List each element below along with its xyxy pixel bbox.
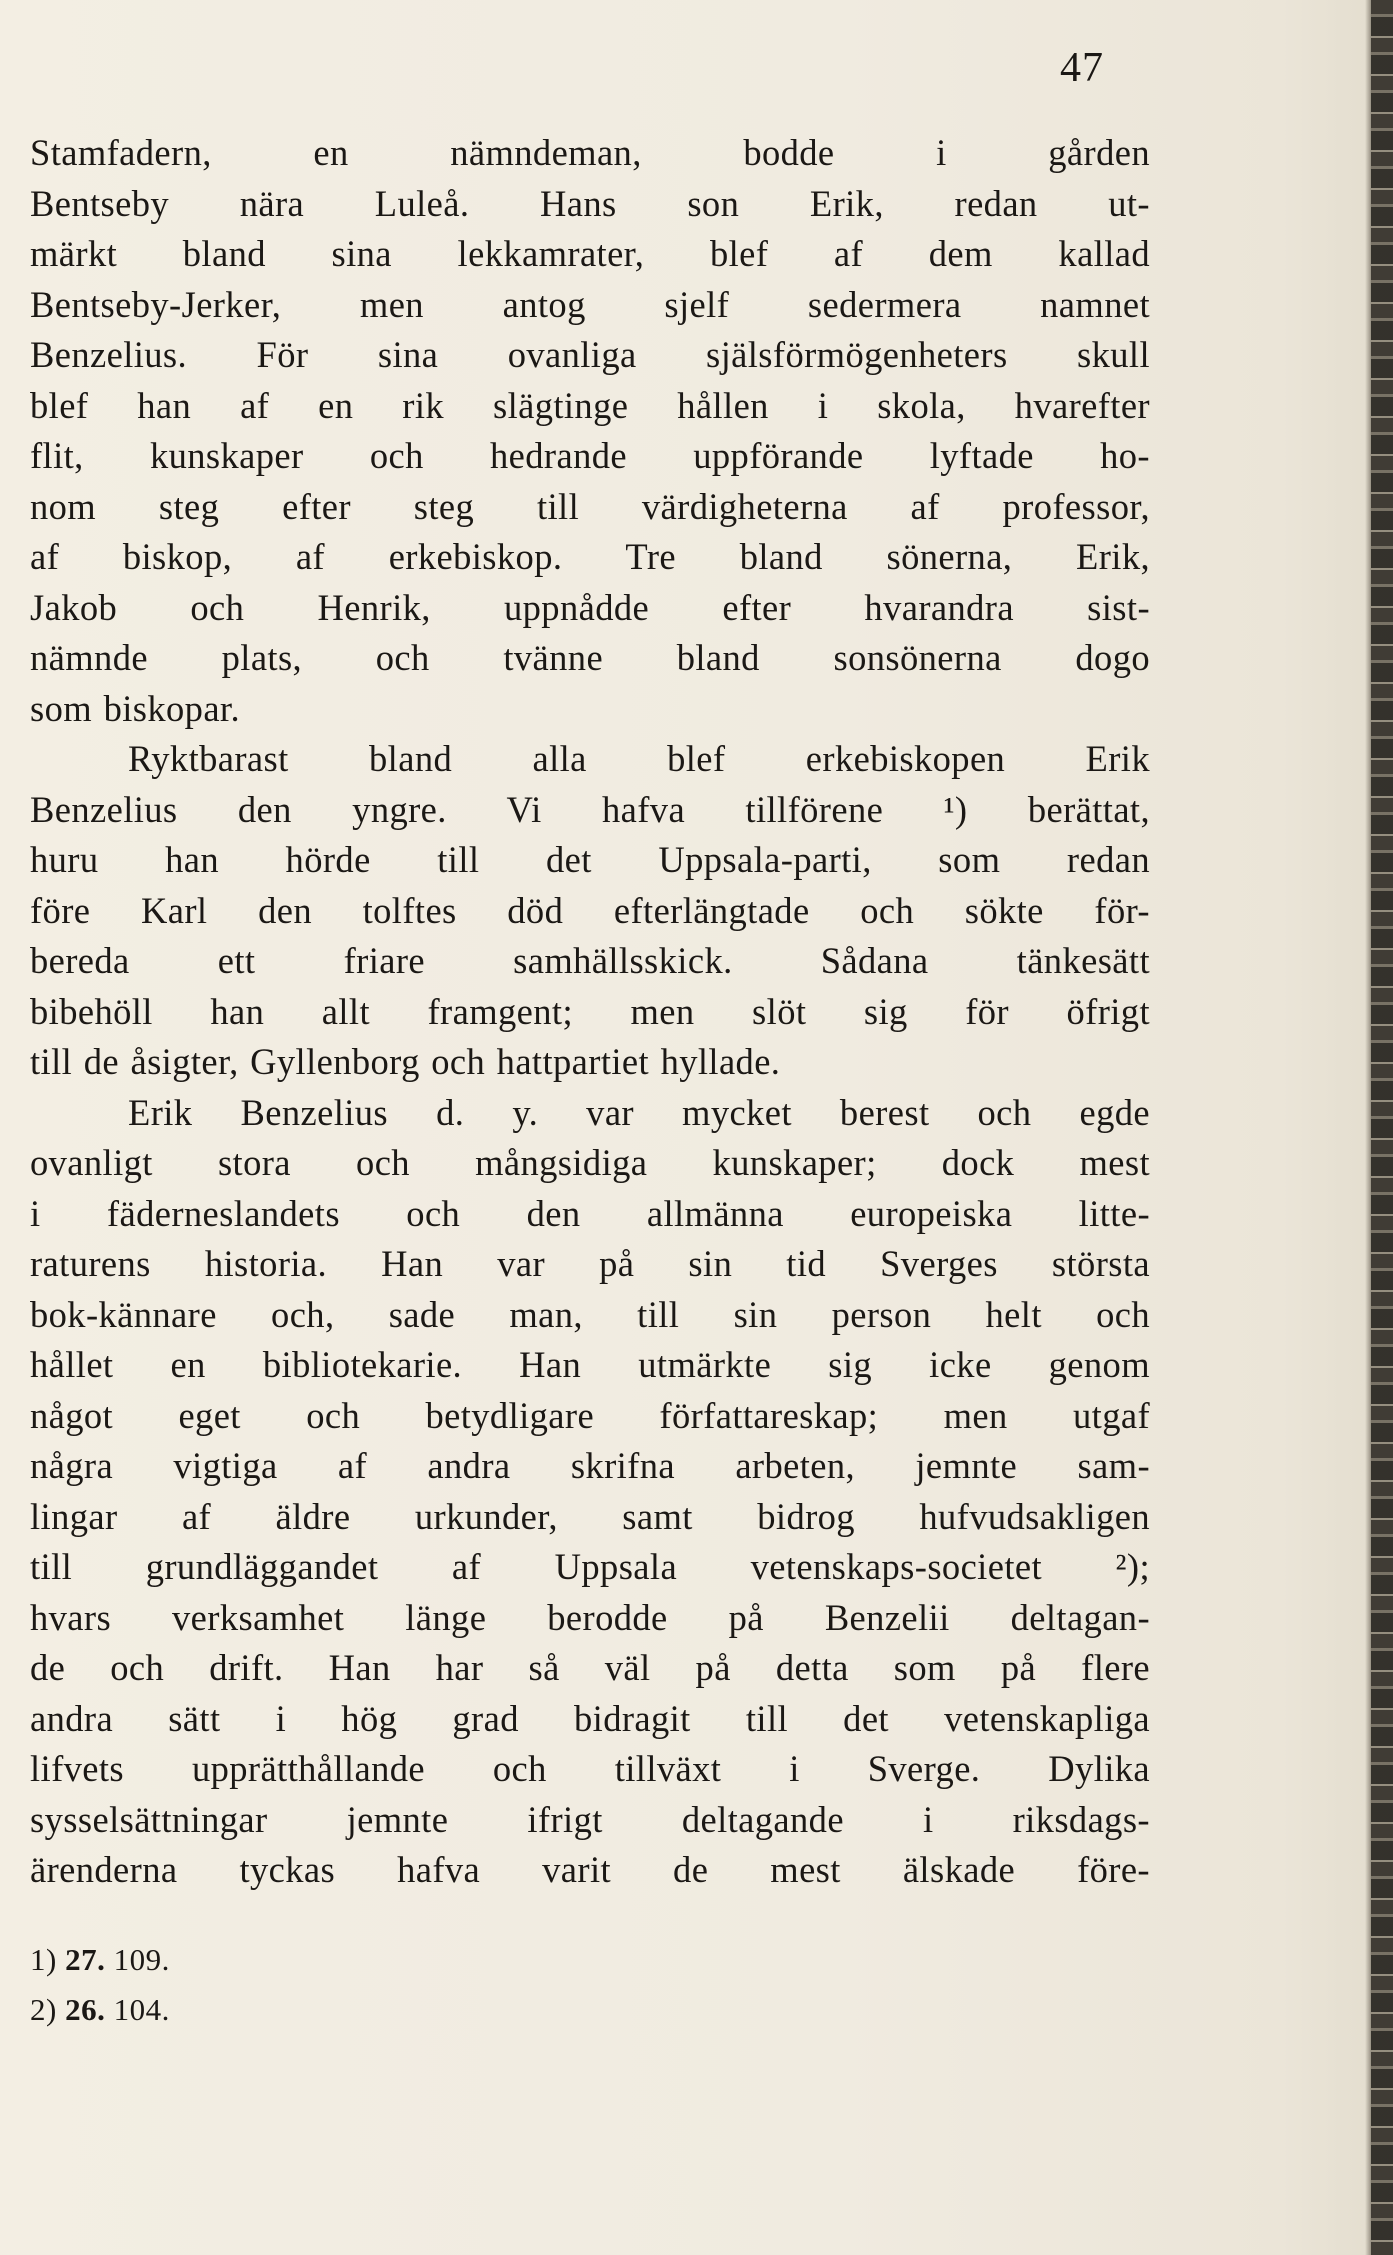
text-line: af biskop, af erkebiskop. Tre bland sönerna, Erik, <box>30 536 1150 577</box>
text-line: hvars verksamhet länge berodde på Benzelii deltagan- <box>30 1596 1150 1638</box>
text-line: Erik Benzelius d. y. var mycket berest och egde <box>128 1091 1150 1133</box>
footnote-1 <box>30 1935 630 1985</box>
text-line: andra sätt i hög grad bidragit till det vetenskapliga <box>30 1697 1150 1739</box>
text-line: nämnde plats, och tvänne bland sonsönerna dogo <box>30 637 1150 678</box>
text-line: till de åsigter, Gyllenborg och hattpartiet hyllade. <box>30 1041 781 1082</box>
text-line: Ryktbarast bland alla blef erkebiskopen Erik <box>128 738 1150 779</box>
body-text <box>30 128 1150 1896</box>
text-line: raturens historia. Han var på sin tid Sverges största <box>30 1243 1150 1284</box>
footnote-mark: 2) <box>30 1992 57 2027</box>
text-line: märkt bland sina lekkamrater, blef af dem kallad <box>30 233 1150 274</box>
text-line: före Karl den tolftes död efterlängtade och sökte för- <box>30 889 1150 931</box>
text-line: bibehöll han allt framgent; men slöt sig för öfrigt <box>30 990 1150 1032</box>
text-line: Benzelius. För sina ovanliga själsförmögenheters skull <box>30 334 1150 375</box>
footnote-mark: 1) <box>30 1942 57 1977</box>
text-line: Stamfadern, en nämndeman, bodde i gården <box>30 132 1150 173</box>
footnotes <box>30 1935 630 2035</box>
text-line: lingar af äldre urkunder, samt bidrog hufvudsakligen <box>30 1495 1150 1537</box>
text-line: till grundläggandet af Uppsala vetenskaps-societet ²); <box>30 1546 1150 1587</box>
page-number: 47 <box>1060 45 1104 91</box>
text-line: Bentseby nära Luleå. Hans son Erik, redan ut- <box>30 182 1150 224</box>
text-line: nom steg efter steg till värdigheterna af professor, <box>30 485 1150 527</box>
footnote-page: 104. <box>113 1992 170 2027</box>
footnote-reference: 27. <box>65 1942 106 1977</box>
text-line: några vigtiga af andra skrifna arbeten, jemnte sam- <box>30 1445 1150 1486</box>
footnote-reference: 26. <box>65 1992 106 2027</box>
text-line: något eget och betydligare författareskap; men utgaf <box>30 1394 1150 1436</box>
text-line: bok-kännare och, sade man, till sin person helt och <box>30 1293 1150 1335</box>
text-line: ovanligt stora och mångsidiga kunskaper; dock mest <box>30 1142 1150 1183</box>
text-line: bereda ett friare samhällsskick. Sådana tänkesätt <box>30 940 1150 981</box>
text-line: Benzelius den yngre. Vi hafva tillförene ¹) berättat, <box>30 788 1150 830</box>
text-line: hållet en bibliotekarie. Han utmärkte sig icke genom <box>30 1344 1150 1385</box>
text-line: som biskopar. <box>30 687 240 729</box>
text-line: ärenderna tyckas hafva varit de mest älskade före- <box>30 1849 1150 1890</box>
text-line: i fäderneslandets och den allmänna europeiska litte- <box>30 1192 1150 1234</box>
text-line: huru han hörde till det Uppsala-parti, som redan <box>30 839 1150 880</box>
text-line: lifvets upprätthållande och tillväxt i Sverge. Dylika <box>30 1748 1150 1789</box>
footnote-page: 109. <box>113 1942 170 1977</box>
footnote-2 <box>30 1985 630 2035</box>
text-line: Bentseby-Jerker, men antog sjelf sedermera namnet <box>30 283 1150 325</box>
text-line: de och drift. Han har så väl på detta som på flere <box>30 1647 1150 1688</box>
text-line: Jakob och Henrik, uppnådde efter hvarandra sist- <box>30 586 1150 628</box>
book-binding-edge <box>1371 0 1393 2255</box>
text-line: sysselsättningar jemnte ifrigt deltagande i riksdags- <box>30 1798 1150 1840</box>
text-line: blef han af en rik slägtinge hållen i skola, hvarefter <box>30 384 1150 426</box>
text-line: flit, kunskaper och hedrande uppförande lyftade ho- <box>30 435 1150 476</box>
